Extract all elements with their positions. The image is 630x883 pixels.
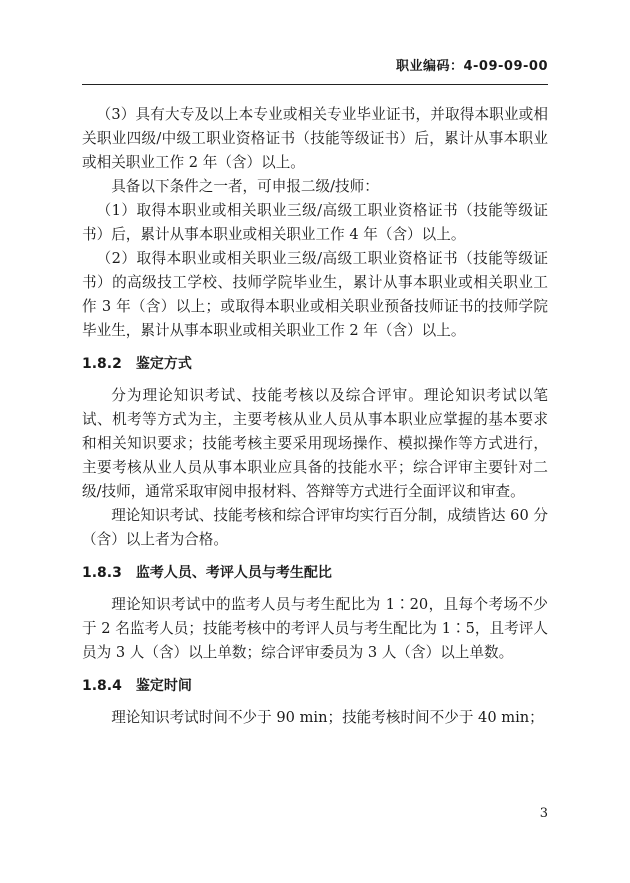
paragraph-level2-intro: 具备以下条件之一者，可申报二级/技师： <box>111 178 379 195</box>
section-heading-1-8-3 <box>82 561 548 585</box>
paragraph-condition-3: （3）具有大专及以上本专业或相关专业毕业证书，并取得本职业或相关职业四级/中级工职业资格证书（技能等级证书）后，累计从事本职业或相关职业工作 2 年（含）以上。 <box>82 106 548 171</box>
occupation-code-header: 职业编码：4-09-09-00 <box>395 59 548 74</box>
section-title: 鉴定方式 <box>135 356 192 372</box>
paragraph-level2-condition-2: （2）取得本职业或相关职业三级/高级工职业资格证书（技能等级证书）的高级技工学校、技师学院毕业生，累计从事本职业或相关职业工作 3 年（含）以上；或取得本职业或相关职业预备技师证书的技师学院毕业生，累计从事本职业或相关职业工作 2 年（含）以上。 <box>82 250 548 339</box>
paragraph-staff-ratio: 理论知识考试中的监考人员与考生配比为 1∶20，且每个考场不少于 2 名监考人员；技能考核中的考评人员与考生配比为 1∶5，且考评人员为 3 人（含）以上单数；综合评审委员为 3 人（含）以上单数。 <box>82 596 548 661</box>
section-number: 1.8.2 <box>82 356 122 372</box>
section-heading-1-8-2 <box>82 352 548 376</box>
paragraph-exam-duration: 理论知识考试时间不少于 90 min；技能考核时间不少于 40 min； <box>111 709 544 726</box>
paragraph-assessment-methods: 分为理论知识考试、技能考核以及综合评审。理论知识考试以笔试、机考等方式为主，主要考核从业人员从事本职业应掌握的基本要求和相关知识要求；技能考核主要采用现场操作、模拟操作等方式进行，主要考核从业人员从事本职业应具备的技能水平；综合评审主要针对二级/技师，通常采取审阅申报材料、答辩等方式进行全面评议和审查。 <box>82 387 548 500</box>
section-heading-1-8-4 <box>82 674 548 698</box>
section-number: 1.8.3 <box>82 565 122 581</box>
header-rule <box>82 84 548 85</box>
page-number: 3 <box>539 806 548 821</box>
section-title: 监考人员、考评人员与考生配比 <box>135 565 332 581</box>
page-body <box>82 103 548 730</box>
section-title: 鉴定时间 <box>135 678 192 694</box>
paragraph-level2-condition-1: （1）取得本职业或相关职业三级/高级工职业资格证书（技能等级证书）后，累计从事本职业或相关职业工作 4 年（含）以上。 <box>82 202 548 243</box>
section-number: 1.8.4 <box>82 678 122 694</box>
paragraph-passing-score: 理论知识考试、技能考核和综合评审均实行百分制，成绩皆达 60 分（含）以上者为合格。 <box>82 507 548 548</box>
